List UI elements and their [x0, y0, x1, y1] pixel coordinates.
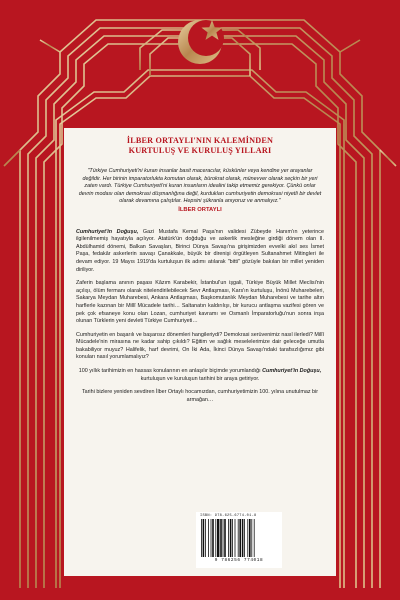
barcode-bar — [223, 519, 224, 557]
barcode-bar — [208, 519, 209, 557]
barcode-bar — [232, 519, 233, 557]
barcode-icon — [200, 519, 278, 557]
barcode-bar — [224, 519, 226, 557]
crescent-star-icon — [178, 20, 224, 64]
barcode-bar — [247, 519, 248, 557]
barcode-bar — [244, 519, 245, 557]
barcode-bar — [230, 519, 232, 557]
barcode-bar — [201, 519, 202, 557]
barcode-bar — [242, 519, 244, 557]
paragraph-1 — [76, 229, 324, 275]
barcode-bar — [239, 519, 241, 557]
paragraph-1-text: Gazi Mustafa Kemal Paşa'nın validesi Zübeyde Hanım'ın yeterince ilgilenilmemiş hayatıyla açılıyor. Atatürk'ün doğduğu ve askerlik mesleğine girdiği dönem olan II. Abdülhamid dönemi, Balkan Savaşları, Birinci Dünya Savaşı'na girişimizden evvelki akıl ses İsmet Paşa, fedakâr askerlerin savaşı Çanakkale, büyük bir direnişi örgütleyen Sultanahmet Mitingleri ile devam ediyor. 19 Mayıs 1919'da kurtuluşun ilk adımı atılarak "bitti" gözüyle bakılan bir millet yeniden diriliyor. — [76, 228, 324, 273]
author-quote: "Türkiye Cumhuriyeti'ni kuran insanlar basit maceracılar, küskünler veya kendine yer arayanlar değildir. Her birinin imparatorlukta komutan olarak, bürokrat olarak, münevver olarak seçkin bir yeri zaten vardı. Türkiye Cumhuriyeti'ni kuran insanların idealini takip etmemiz gerekiyor. Çünkü onlar devrin modası olan demokrasi düşmanlığına değil, kurdukları cumhuriyetin demokrasi niyetli bir devlet olarak devamına çalıştılar. Hepsini şükranla anıyoruz ve anmalıyız." — [78, 168, 322, 205]
paragraph-4 — [76, 368, 324, 383]
barcode-bar — [217, 519, 219, 557]
book-title-inline-2: Cumhuriyet'in Doğuşu, — [262, 368, 322, 375]
barcode-bar — [251, 519, 252, 557]
description-panel — [64, 128, 336, 576]
paragraph-4-post: kurtuluşun ve kuruluşun tarihini bir araya getiriyor. — [140, 375, 260, 382]
barcode-bar — [205, 519, 206, 557]
paragraph-5: Tarihi bizlere yeniden sevdiren İlber Ortaylı hocamızdan, cumhuriyetimizin 100. yılına unutulmaz bir armağan… — [81, 389, 319, 403]
paragraph-3: Cumhuriyetin en başarılı ve başarısız dönemleri hangileriydi? Demokrasi serüvenimiz nasıl ilerledi? Millî Mücadele'nin mirasına ne kadar sahip çıkıldı? Eğitim ve sağlık meselelerimize dair geleceğe umutla bakabiliyor muyuz? Halifelik, harf devrimi, On İki Ada, İkinci Dünya Savaşı'ndaki tarafsızlığımız gibi konuları nasıl yorumlamalıyız? — [76, 331, 324, 361]
paragraph-2: Zaferin başlama anının paşası Kâzım Karabekir, İstanbul'un işgali, Türkiye Büyük Millet Meclisi'nin açılışı, ölüm fermanı olarak nitelendirilebilecek Sevr Antlaşması, Kars'ın kurtuluşu, İnönü Muharebeleri, Sakarya Meydan Muharebesi, Ankara Antlaşması, Başkomutanlık Meydan Muharebesi ve tarihe altın harflerle kazınan bir Millî Mücadele tarihi… Saltanatın kaldırılışı, bir kurucu antlaşma vazifesi gören ve pek çok efsaneye konu olan Lozan, cumhuriyet kavramı ve Osmanlı İmparatorluğu'nun sonra inşa olunan Türklerin yeni devleti Türkiye Cumhuriyeti… — [76, 280, 324, 325]
barcode-bar — [249, 519, 251, 557]
isbn-text: ISBN: 978-625-6774-01-8 — [200, 514, 257, 518]
barcode-bar — [211, 519, 212, 557]
barcode-bar — [235, 519, 236, 557]
barcode-box — [196, 512, 282, 568]
barcode-bar — [212, 519, 214, 557]
paragraph-4-pre: 100 yıllık tarihimizin en hassas konularının en anlaşılır biçimde yorumlandığı — [78, 368, 263, 375]
barcode-bar — [238, 519, 239, 557]
book-title-inline: Cumhuriyet'in Doğuşu, — [76, 228, 139, 235]
barcode-bar — [203, 519, 205, 557]
quote-author: İLBER ORTAYLI — [178, 206, 222, 213]
barcode-bar — [215, 519, 216, 557]
barcode-bar — [228, 519, 229, 557]
heading-line-2: KURTULUŞ VE KURULUŞ YILLARI — [128, 146, 272, 155]
barcode-number: 9 786256 774018 — [214, 558, 264, 563]
barcode-bar — [220, 519, 222, 557]
barcode-bar — [254, 519, 255, 557]
heading-line-1: İLBER ORTAYLI'NIN KALEMİNDEN — [126, 136, 274, 145]
